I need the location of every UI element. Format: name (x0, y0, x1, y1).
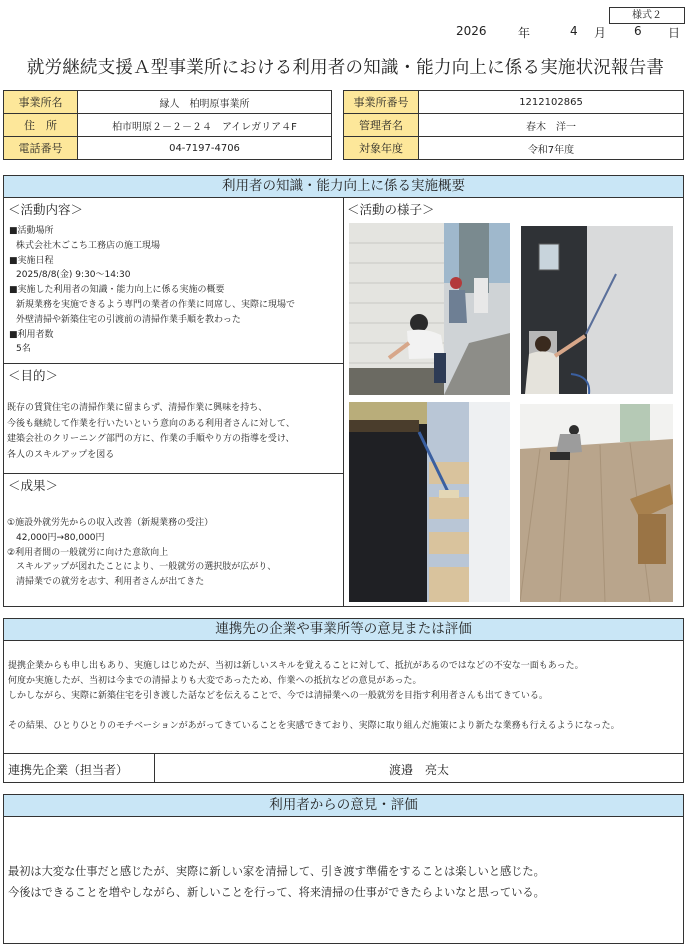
place-label: ■活動場所 (9, 226, 54, 236)
partner-section (3, 618, 684, 783)
purpose-heading: ＜目的＞ (8, 368, 59, 383)
date-year-unit: 年 (518, 26, 531, 40)
place-value: 株式会社木ごこち工務店の施工現場 (16, 240, 161, 251)
date-month: 4 (570, 24, 578, 38)
schedule-value: 2025/8/8(金) 9:30～14:30 (16, 270, 131, 281)
address-value: 柏市明原２－２－２４ アイレガリア４F (78, 114, 332, 137)
manager-label: 管理者名 (344, 114, 419, 137)
photo-pressure-washing (521, 226, 673, 394)
purpose-text (7, 401, 341, 463)
partner-line: 提携企業からも申し出もあり、実施しはじめたが、当初は新しいスキルを覚えることに対して、抵抗があるのではなどの不安な一面もあった。 (8, 661, 584, 671)
partner-line (8, 704, 680, 719)
purpose-divider (4, 363, 343, 364)
purpose-line: 今後も継続して作業を行いたいという意向のある利用者さんに対して、 (7, 418, 295, 429)
office-number-label: 事業所番号 (344, 91, 419, 114)
results-line: 清掃業での就労を志す、利用者さんが出てきた (7, 577, 205, 588)
photo-wall-cleaning (349, 223, 510, 395)
results-line: ①施設外就労先からの収入改善（新規業務の受注） (7, 518, 214, 528)
date-month-unit: 月 (594, 26, 607, 40)
office-name-value: 縁人 柏明原事業所 (78, 91, 332, 114)
date-year: 2026 (456, 24, 487, 38)
page-title: 就労継続支援Ａ型事業所における利用者の知識・能力向上に係る実施状況報告書 (26, 58, 665, 78)
user-opinion-text (8, 861, 680, 903)
office-number-value: 1212102865 (419, 91, 684, 114)
office-info-table (3, 90, 332, 160)
users-label: ■利用者数 (9, 329, 54, 340)
photo-stair-cleaning (349, 402, 510, 602)
partner-line: 何度か実施したが、当初は今までの清掃よりも大変であったため、作業への抵抗などの意見があった。 (8, 676, 422, 686)
photos-heading: ＜活動の様子＞ (347, 202, 435, 217)
contact-label: 連携先企業（担当者） (8, 763, 129, 777)
partner-header: 連携先の企業や事業所等の意見または評価 (4, 619, 683, 641)
target-year-value: 令和7年度 (419, 137, 684, 160)
results-divider (4, 473, 343, 474)
results-text (7, 516, 341, 590)
manager-value: 春木 洋一 (419, 114, 684, 137)
summary-header: 利用者の知識・能力向上に係る実施概要 (4, 176, 683, 198)
date-day-unit: 日 (668, 26, 681, 40)
results-line: 42,000円→80,000円 (7, 532, 105, 543)
photo-floor-cleaning (520, 404, 673, 602)
form-number: 様式２ (609, 7, 685, 24)
user-opinion-line: 今後はできることを増やしながら、新しいことを行って、将来清掃の仕事ができたらよいなと思っている。 (8, 886, 545, 899)
results-heading: ＜成果＞ (8, 478, 59, 493)
phone-label: 電話番号 (4, 137, 78, 160)
content-line-1: 新規業務を実施できるよう専門の業者の作業に同席し、実際に現場で (16, 299, 296, 310)
partner-line: しかしながら、実際に新築住宅を引き渡した話などを伝えることで、今では清掃業への一般就労を目指す利用者さんも出てきている。 (8, 691, 548, 701)
purpose-line: 建築会社のクリーニング部門の方に、作業の手順やり方の指導を受け、 (7, 434, 295, 444)
office-name-label: 事業所名 (4, 91, 78, 114)
user-opinion-line: 最初は大変な仕事だと感じたが、実際に新しい家を清掃して、引き渡す準備をすることは楽しいと感じた。 (8, 865, 545, 878)
content-label: ■実施した利用者の知識・能力向上に係る実施の概要 (9, 285, 225, 296)
purpose-line: 既存の賃貸住宅の清掃作業に留まらず、清掃作業に興味を持ち、 (7, 403, 268, 413)
partner-text (8, 659, 680, 734)
date-day: 6 (634, 24, 642, 38)
office-detail-table (343, 90, 684, 160)
target-year-label: 対象年度 (344, 137, 419, 160)
phone-value: 04-7197-4706 (78, 137, 332, 160)
contact-name: 渡邉 亮太 (389, 763, 450, 777)
column-divider (343, 198, 344, 607)
contact-divider (4, 753, 683, 754)
partner-line: その結果、ひとりひとりのモチベーションがあがってきていることを実感できており、実際に取り組んだ施策により新たな業務も行えるようになった。 (8, 721, 620, 731)
content-line-2: 外壁清掃や新築住宅の引渡前の清掃作業手順を教わった (16, 314, 241, 325)
address-label: 住 所 (4, 114, 78, 137)
activity-heading: ＜活動内容＞ (8, 202, 84, 217)
user-opinion-section (3, 794, 684, 944)
users-value: 5名 (16, 344, 31, 355)
purpose-line: 各人のスキルアップを図る (7, 449, 115, 460)
schedule-label: ■実施日程 (9, 255, 54, 266)
activity-content (9, 224, 341, 357)
user-opinion-header: 利用者からの意見・評価 (4, 795, 683, 817)
contact-col-divider (154, 753, 155, 783)
results-line: スキルアップが図れたことにより、一般就労の選択肢が広がり、 (7, 562, 277, 573)
results-line: ②利用者間の一般就労に向けた意欲向上 (7, 547, 169, 558)
